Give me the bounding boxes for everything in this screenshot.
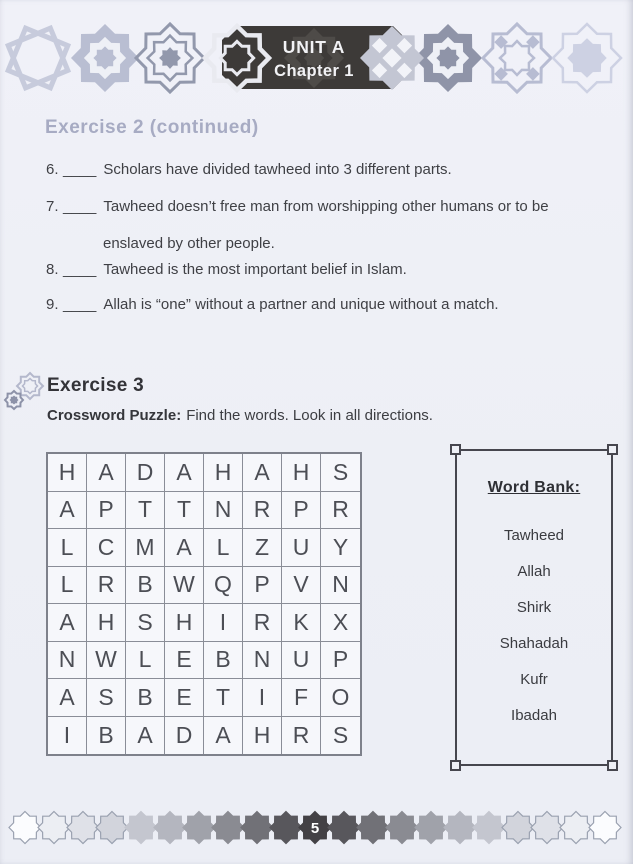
unit-title: UNIT A xyxy=(282,37,346,57)
word-bank-item: Tawheed xyxy=(503,527,565,544)
word-bank-box xyxy=(455,449,613,766)
footer-star xyxy=(270,812,302,844)
grid-cell: T xyxy=(165,492,204,530)
square-motif xyxy=(8,28,68,88)
grid-cell: A xyxy=(48,492,87,530)
grid-cell: K xyxy=(282,604,321,642)
question-item xyxy=(46,261,407,278)
footer-star xyxy=(357,812,389,844)
question-text-continued: enslaved by other people. xyxy=(103,235,275,252)
question-text: Scholars have divided tawheed into 3 different parts. xyxy=(103,161,452,178)
grid-cell: A xyxy=(165,454,204,492)
question-text: Allah is “one” without a partner and unique without a match. xyxy=(103,296,499,313)
exercise2-heading: Exercise 2 (continued) xyxy=(45,117,259,138)
chapter-title: Chapter 1 xyxy=(274,62,354,80)
grid-cell: B xyxy=(204,642,243,680)
footer-star xyxy=(415,812,447,844)
grid-cell: T xyxy=(204,679,243,717)
square-motif xyxy=(8,28,68,88)
grid-cell: F xyxy=(282,679,321,717)
footer-ornament-band xyxy=(0,805,633,850)
answer-blank: ____ xyxy=(63,161,97,178)
grid-cell: D xyxy=(126,454,165,492)
grid-cell: S xyxy=(332,721,349,748)
header-ornament-band xyxy=(0,0,633,112)
footer-star xyxy=(328,812,360,844)
corner-ornament xyxy=(450,444,461,455)
grid-cell: E xyxy=(165,642,204,680)
ornament-shape xyxy=(93,46,116,69)
ornament-shape xyxy=(483,24,551,92)
grid-cell: I xyxy=(243,679,282,717)
grid-cell: A xyxy=(48,679,87,717)
word-bank-item: Kufr xyxy=(520,671,548,688)
grid-cell: H xyxy=(48,454,87,492)
page-number: 5 xyxy=(310,820,320,837)
footer-star xyxy=(96,812,128,844)
grid-cell: A xyxy=(243,454,282,492)
question-item xyxy=(46,161,452,178)
grid-cell: S xyxy=(87,679,126,717)
ornament-shape xyxy=(500,41,534,75)
footer-star xyxy=(67,812,99,844)
exercise3-heading: Exercise 3 xyxy=(47,375,145,396)
grid-cell: C xyxy=(87,529,126,567)
grid-cell: H xyxy=(204,454,243,492)
ornament-shape xyxy=(567,38,606,77)
grid-cell: I xyxy=(48,717,87,755)
footer-star xyxy=(125,812,157,844)
ornament-shape xyxy=(436,46,459,69)
footer-star xyxy=(531,812,563,844)
footer-star xyxy=(386,812,418,844)
grid-cell: N xyxy=(204,492,243,530)
grid-cell: R xyxy=(243,492,282,530)
grid-cell: L xyxy=(204,529,243,567)
grid-cell: H xyxy=(87,604,126,642)
question-item xyxy=(46,296,499,313)
footer-star xyxy=(183,812,215,844)
word-search-grid xyxy=(46,452,362,756)
star-icon xyxy=(10,396,19,405)
footer-star xyxy=(560,812,592,844)
footer-star xyxy=(473,812,505,844)
corner-ornament xyxy=(607,444,618,455)
footer-star xyxy=(444,812,476,844)
grid-cell: R xyxy=(87,567,126,605)
word-bank-item: Allah xyxy=(517,563,551,580)
word-bank-item: Shahadah xyxy=(499,635,569,652)
grid-cell: W xyxy=(165,567,204,605)
instruction-text: Find the words. Look in all directions. xyxy=(186,407,433,424)
grid-cell: R xyxy=(321,492,360,530)
corner-ornament xyxy=(607,760,618,771)
grid-cell: H xyxy=(165,604,204,642)
grid-cell: L xyxy=(48,567,87,605)
word-bank-list xyxy=(457,525,611,727)
grid-cell: N xyxy=(243,642,282,680)
grid-cell: P xyxy=(87,492,126,530)
grid-cell: B xyxy=(126,679,165,717)
answer-blank: ____ xyxy=(63,198,97,215)
grid-cell: U xyxy=(282,529,321,567)
grid-cell: A xyxy=(126,717,165,755)
star-icon xyxy=(23,379,38,394)
grid-cell: S xyxy=(321,454,360,492)
grid-cell: Q xyxy=(204,567,243,605)
grid-cell: T xyxy=(126,492,165,530)
footer-star xyxy=(38,812,70,844)
footer-star xyxy=(502,812,534,844)
grid-cell: I xyxy=(204,604,243,642)
grid-cell: A xyxy=(48,604,87,642)
question-item xyxy=(46,198,549,215)
grid-cell: Z xyxy=(243,529,282,567)
question-number: 7. xyxy=(46,198,59,215)
grid-cell: N xyxy=(48,642,87,680)
grid-cell: S xyxy=(126,604,165,642)
question-number: 6. xyxy=(46,161,59,178)
footer-star xyxy=(9,812,41,844)
grid-cell: R xyxy=(282,717,321,755)
grid-cell: N xyxy=(321,567,360,605)
exercise3-star-icon xyxy=(2,371,48,415)
question-text: Tawheed is the most important belief in Islam. xyxy=(103,261,407,278)
grid-cell: H xyxy=(243,717,282,755)
grid-cell: W xyxy=(87,642,126,680)
grid-cell: V xyxy=(282,567,321,605)
grid-cell: M xyxy=(126,529,165,567)
grid-cell: L xyxy=(126,642,165,680)
instruction-label: Crossword Puzzle: xyxy=(47,407,182,424)
grid-cell: P xyxy=(321,642,360,680)
word-bank-item: Shirk xyxy=(516,599,552,616)
grid-cell: A xyxy=(165,529,204,567)
grid-cell: Y xyxy=(321,529,360,567)
grid-cell: E xyxy=(165,679,204,717)
grid-cell: P xyxy=(282,492,321,530)
question-text: Tawheed doesn’t free man from worshipping other humans or to be xyxy=(103,198,549,215)
grid-cell: O xyxy=(321,679,360,717)
grid-cell: D xyxy=(165,717,204,755)
answer-blank: ____ xyxy=(63,261,97,278)
grid-cell: B xyxy=(126,567,165,605)
grid-cell: R xyxy=(243,604,282,642)
exercise3-instruction xyxy=(47,407,433,424)
grid-cell: A xyxy=(204,717,243,755)
grid-cell: L xyxy=(48,529,87,567)
corner-ornament xyxy=(450,760,461,771)
grid-cell: A xyxy=(87,454,126,492)
answer-blank: ____ xyxy=(63,296,97,313)
question-number: 9. xyxy=(46,296,59,313)
question-number: 8. xyxy=(46,261,59,278)
footer-star xyxy=(241,812,273,844)
grid-cell: X xyxy=(321,604,360,642)
grid-cell: H xyxy=(282,454,321,492)
header-ornaments xyxy=(8,24,621,92)
grid-cell: B xyxy=(87,717,126,755)
ornament-shape xyxy=(159,47,181,69)
word-bank-item: Ibadah xyxy=(511,707,557,724)
word-bank-title: Word Bank: xyxy=(487,479,581,496)
footer-star xyxy=(212,812,244,844)
grid-cell: P xyxy=(243,567,282,605)
grid-cell: U xyxy=(282,642,321,680)
footer-star xyxy=(154,812,186,844)
footer-star xyxy=(589,812,621,844)
